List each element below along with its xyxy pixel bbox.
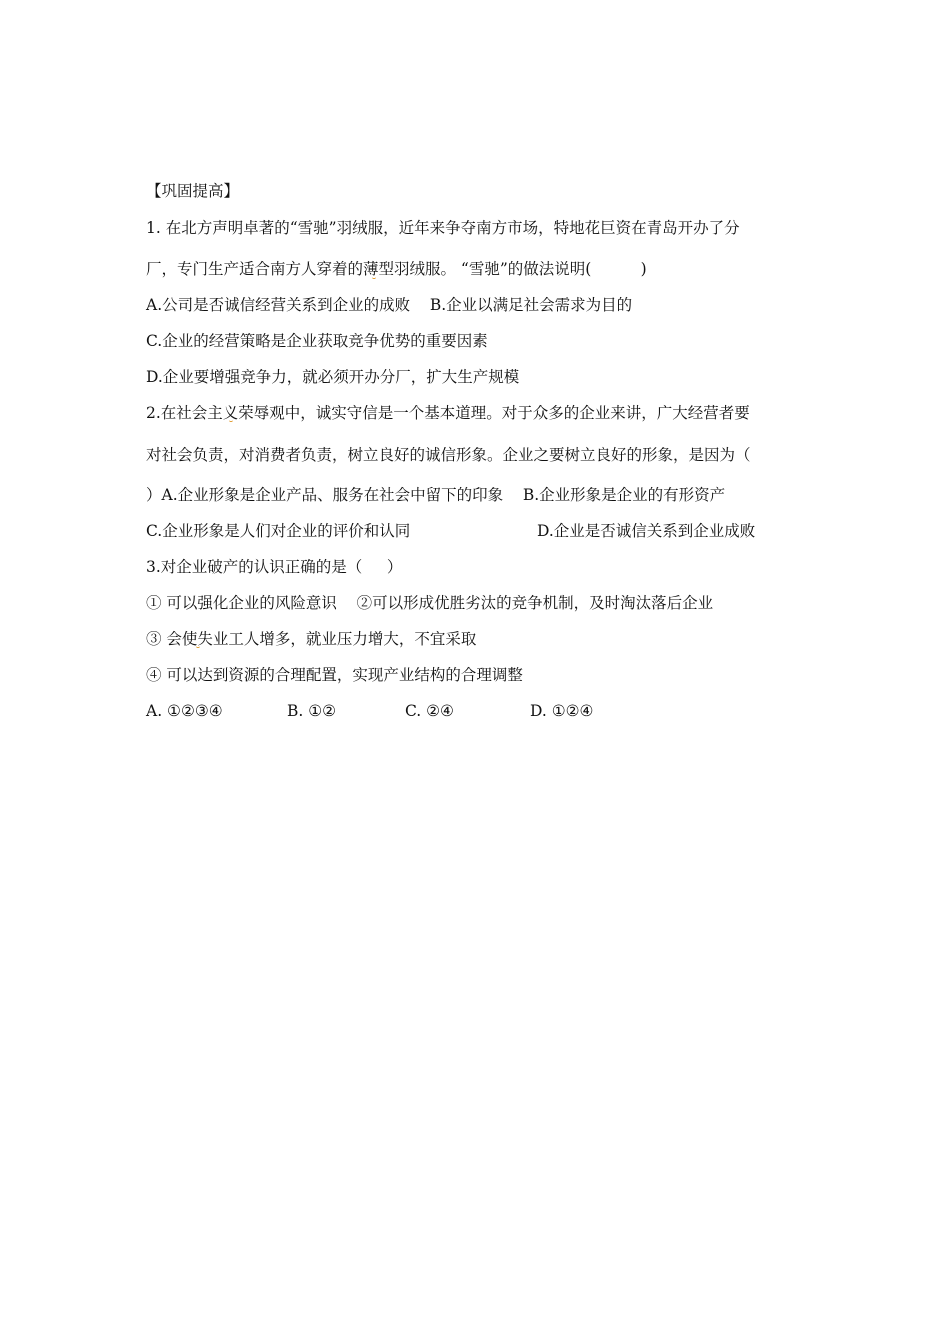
q3-item-1-2: ① 可以强化企业的风险意识 ②可以形成优胜劣汰的竞争机制，及时淘汰落后企业 bbox=[146, 594, 714, 612]
q1-stem-line2: 厂，专门生产适合南方人穿着的薄型羽绒服。 “雪驰”的做法说明( ) bbox=[146, 260, 647, 278]
q3-option-a: A. ①②③④ bbox=[146, 702, 223, 720]
q3-option-d: D. ①②④ bbox=[530, 702, 594, 720]
q3-item-3: ③ 会使失业工人增多，就业压力增大，不宜采取 bbox=[146, 630, 477, 648]
q3-stem: 3.对企业破产的认识正确的是（ ） bbox=[146, 558, 403, 576]
q3-option-c: C. ②④ bbox=[405, 702, 454, 720]
q1-option-ab: A.公司是否诚信经营关系到企业的成败 B.企业以满足社会需求为目的 bbox=[146, 296, 633, 314]
q2-option-c: C.企业形象是人们对企业的评价和认同 bbox=[146, 522, 411, 540]
section-title: 【巩固提高】 bbox=[146, 182, 240, 200]
q2-option-d: D.企业是否诚信关系到企业成败 bbox=[537, 522, 756, 540]
edit-mark bbox=[372, 275, 376, 279]
q2-stem-line2: 对社会负责，对消费者负责，树立良好的诚信形象。企业之要树立良好的形象，是因为（ bbox=[146, 446, 751, 464]
q1-option-d: D.企业要增强竞争力，就必须开办分厂，扩大生产规模 bbox=[146, 368, 520, 386]
q3-item-4: ④ 可以达到资源的合理配置，实现产业结构的合理调整 bbox=[146, 666, 523, 684]
q3-option-b: B. ①② bbox=[287, 702, 337, 720]
q1-option-c: C.企业的经营策略是企业获取竞争优势的重要因素 bbox=[146, 332, 488, 350]
q1-stem-line1: 1. 在北方声明卓著的“雪驰”羽绒服，近年来争夺南方市场，特地花巨资在青岛开办了分 bbox=[146, 219, 740, 237]
q2-stem-line1: 2.在社会主义荣辱观中，诚实守信是一个基本道理。对于众多的企业来讲，广大经营者要 bbox=[146, 404, 750, 422]
edit-mark bbox=[196, 644, 200, 648]
edit-mark bbox=[229, 418, 233, 422]
q2-stem-line3: ）A.企业形象是企业产品、服务在社会中留下的印象 B.企业形象是企业的有形资产 bbox=[146, 486, 726, 504]
